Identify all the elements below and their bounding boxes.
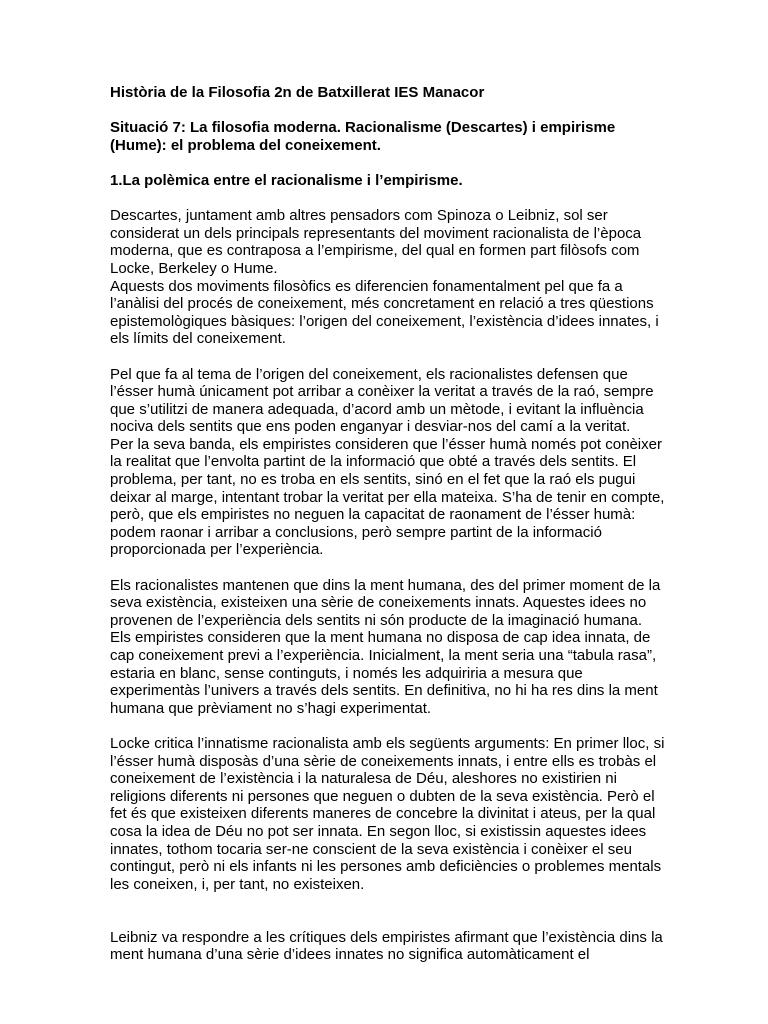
document-page [110,84,670,964]
section-title: 1.La polèmica entre el racionalisme i l’empirisme. [110,171,463,189]
paragraph-innate-rationalists: Els racionalistes mantenen que dins la ment humana, des del primer moment de la seva existència, existeixen una sèrie de coneixements innats. Aquestes idees no provenen de l’experiència dels sentits ni són producte de la imaginació humana. [110,576,661,629]
paragraph-gap [110,559,670,577]
paragraph-two-movements: Aquests dos moviments filosòfics es diferencien fonamentalment pel que fa a l’anàlisi del procés de coneixement, més concretament en relació a tres qüestions epistemològiques bàsiques: l’origen del coneixement, l’existència d’idees innates, i els límits del coneixement. [110,277,659,348]
paragraph-gap [110,893,670,928]
paragraph-locke-critique: Locke critica l’innatisme racionalista amb els següents arguments: En primer lloc, si l’ésser humà disposàs d’una sèrie de coneixements innats, i entre ells es trobàs el coneixement de l’existència i la naturalesa de Déu, aleshores no existirien ni religions diferents ni persones que neguen o dubten de la seva existència. Però el fet és que existeixen diferents maneres de concebre la divinitat i ateus, per la qual cosa la idea de Déu no pot ser innata. En segon lloc, si existissin aquestes idees innates, tothom tocaria ser-ne conscient de la seva existència i conèixer el seu contingut, però ni els infants ni les persones amb deficiències o problemes mentals les coneixen, i, per tant, no existeixen. [110,734,665,893]
situation-title: Situació 7: La filosofia moderna. Racionalisme (Descartes) i empirisme (Hume): el problema del coneixement. [110,119,616,154]
paragraph-origin-empiricists: Per la seva banda, els empiristes consideren que l’ésser humà només pot conèixer la realitat que l’envolta partint de la informació que obté a través dels sentits. El problema, per tant, no es troba en els sentits, sinó en el fet que la raó els pugui deixar al marge, intentant trobar la veritat per ella mateixa. S’ha de tenir en compte, però, que els empiristes no neguen la capacitat de raonament de l’ésser humà: podem raonar i arribar a conclusions, però sempre partint de la informació proporcionada per l’experiència. [110,435,665,559]
course-title: Història de la Filosofia 2n de Batxillerat IES Manacor [110,84,485,101]
paragraph-origin-rationalists: Pel que fa al tema de l’origen del coneixement, els racionalistes defensen que l’ésser humà únicament pot arribar a conèixer la veritat a través de la raó, sempre que s’utilitzi de manera adequada, d’acord amb un mètode, i evitant la influència nociva dels sentits que ens poden enganyar i desviar-nos del camí a la veritat. [110,365,654,436]
paragraph-gap [110,348,670,366]
paragraph-descartes-intro: Descartes, juntament amb altres pensadors com Spinoza o Leibniz, sol ser considerat un dels principals representants del moviment racionalista de l’època moderna, que es contraposa a l’empirisme, del qual en formen part filòsofs com Locke, Berkeley o Hume. [110,207,642,277]
paragraph-innate-empiricists: Els empiristes consideren que la ment humana no disposa de cap idea innata, de cap coneixement previ a l’experiència. Inicialment, la ment seria una “tabula rasa”, estaria en blanc, sense continguts, i només les adquiriria a mesura que experimentàs l’univers a través dels sentits. En definitiva, no hi ha res dins la ment humana que prèviament no s’hagi experimentat. [110,629,658,717]
paragraph-leibniz-response: Leibniz va respondre a les crítiques dels empiristes afirmant que l’existència dins la ment humana d’una sèrie d’idees innates no significa automàticament el [110,928,663,964]
paragraph-gap [110,717,670,735]
